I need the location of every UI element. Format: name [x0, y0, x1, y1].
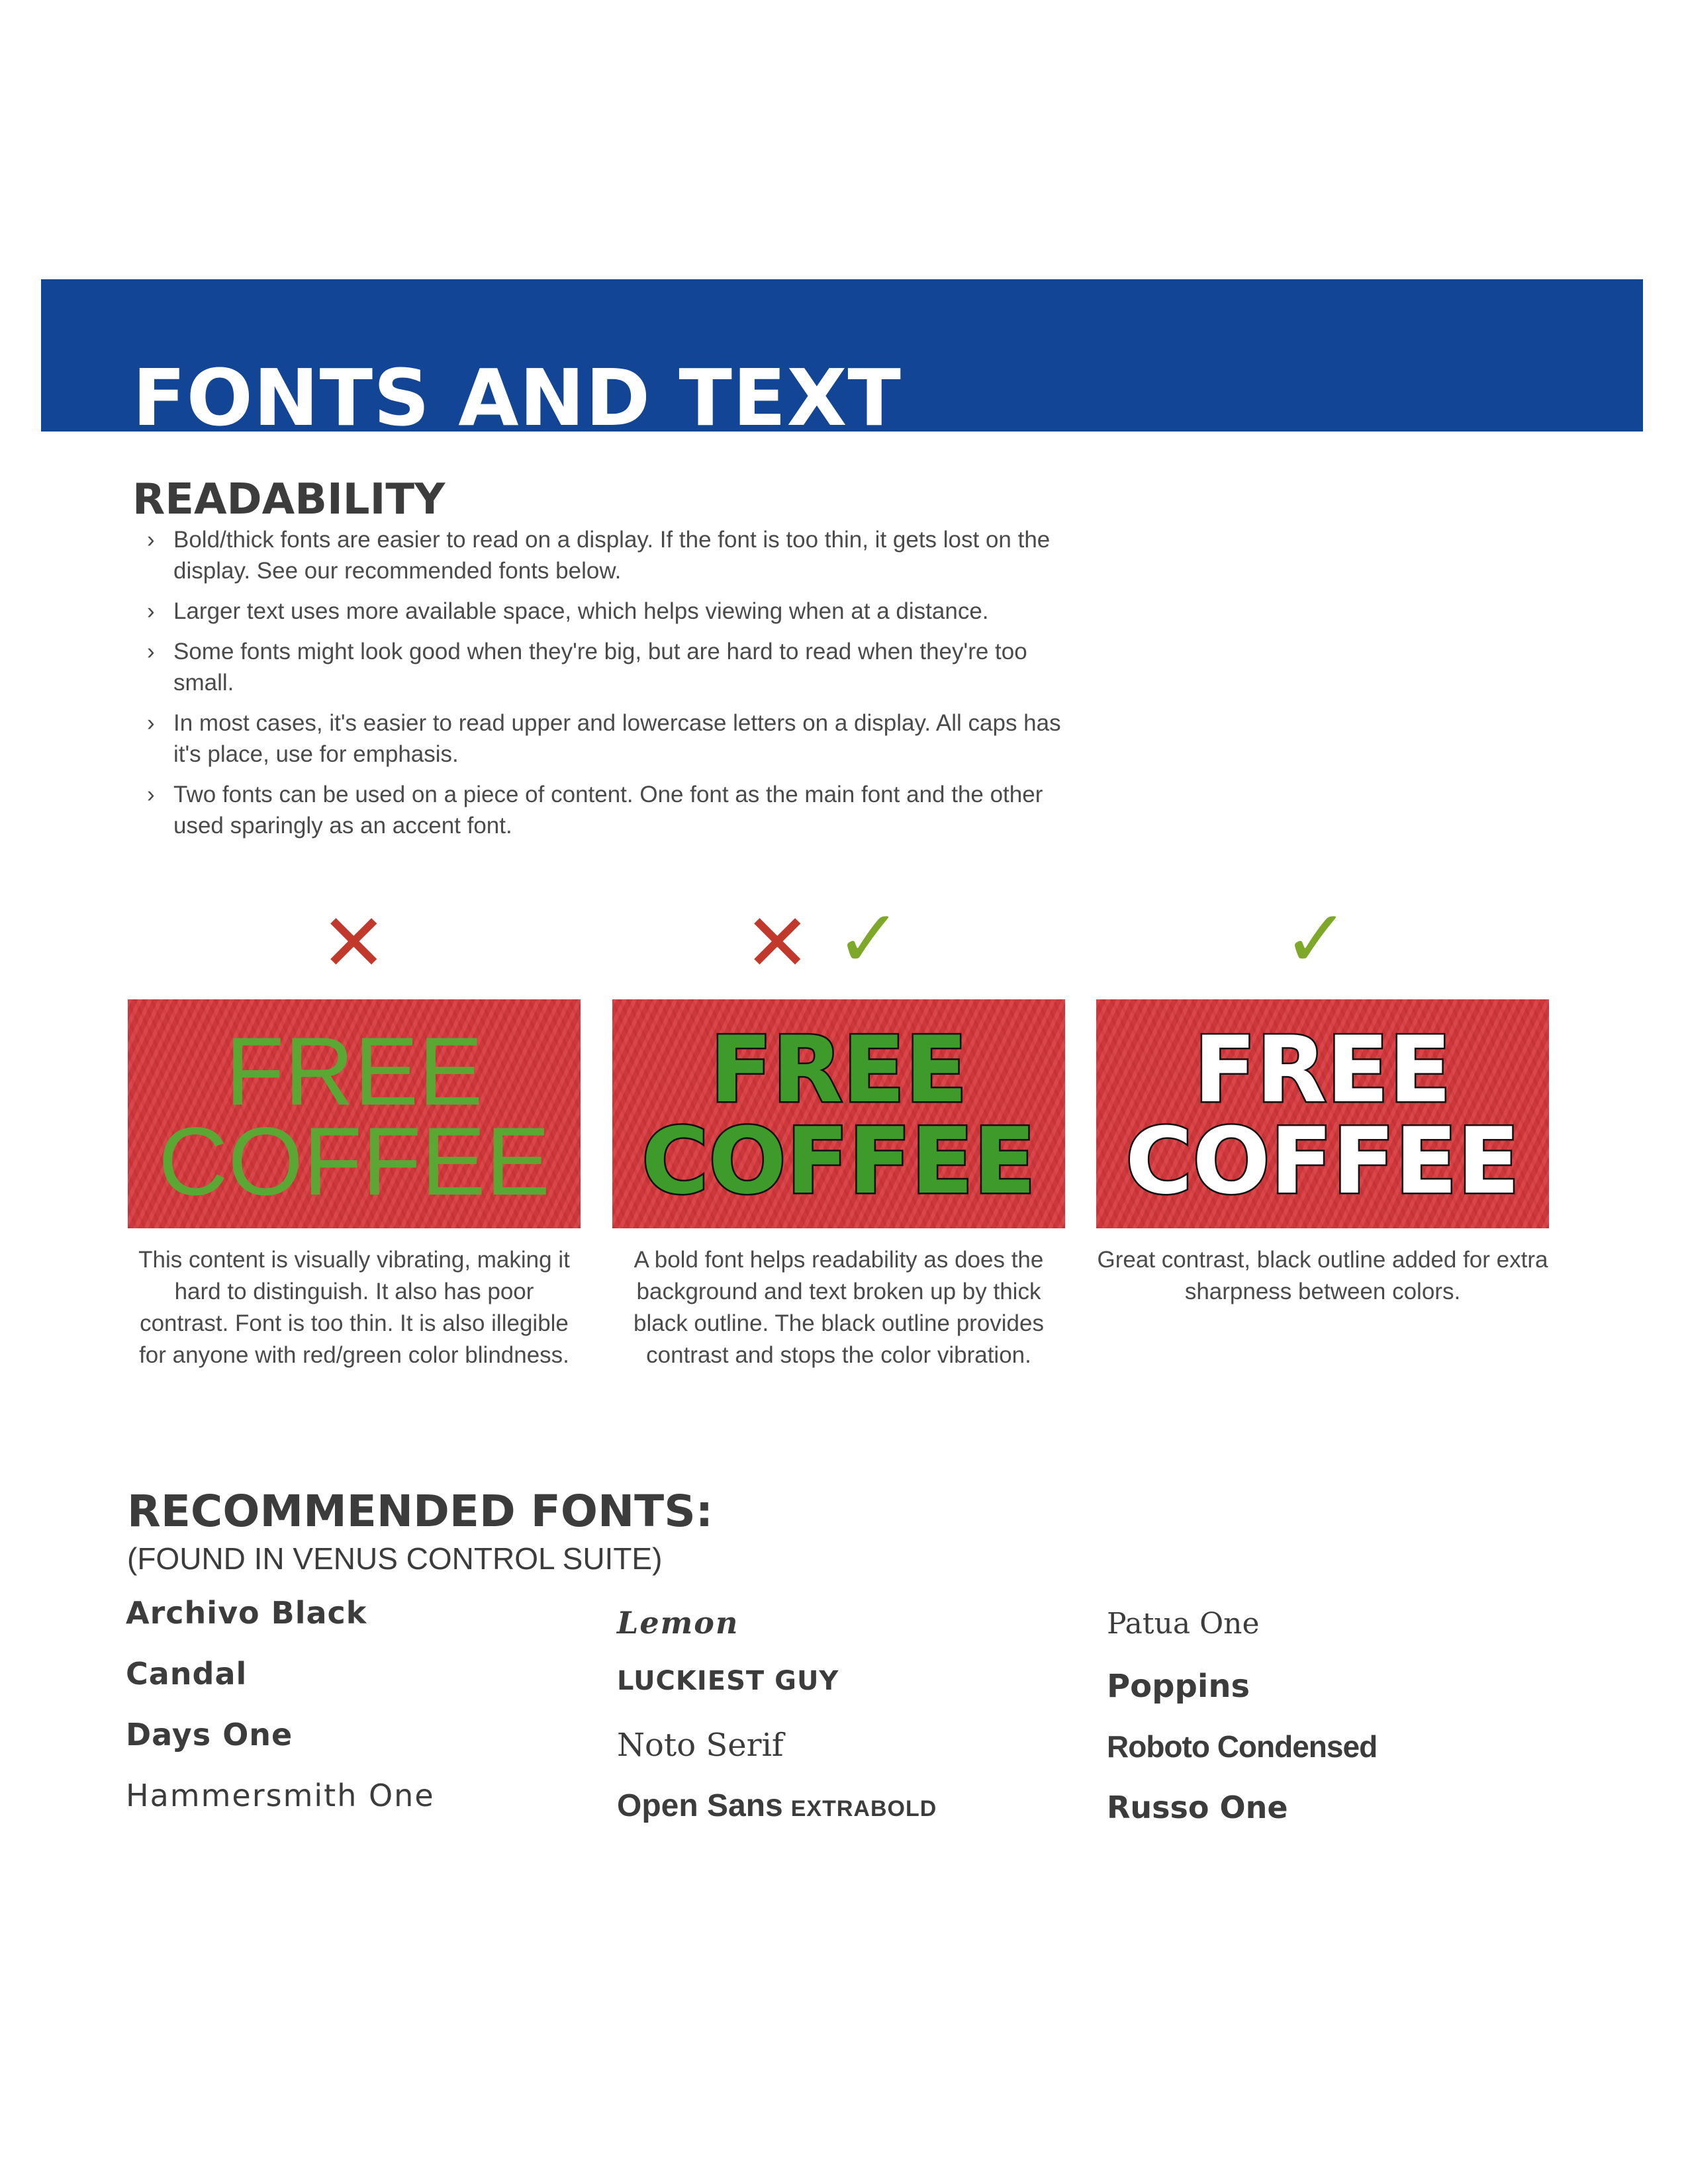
- example-caption: This content is visually vibrating, making it hard to distinguish. It also has poor contrast. Font is too thin. It is also illegible for anyone with red/green color blindness.: [138, 1247, 570, 1368]
- font-name: Days One: [126, 1717, 293, 1752]
- font-name: Hammersmith One: [126, 1778, 435, 1813]
- panel-line-2: COFFEE: [158, 1107, 551, 1215]
- example-panel-bold-green: [612, 999, 1065, 1228]
- font-column-2: [617, 1605, 937, 1848]
- font-name: Candal: [126, 1656, 248, 1692]
- chevron-right-icon: ›: [147, 639, 155, 664]
- panel-line-2: COFFEE: [641, 1108, 1036, 1214]
- recommended-fonts-subheading: (FOUND IN VENUS CONTROL SUITE): [127, 1541, 663, 1576]
- font-column-1: [126, 1595, 435, 1839]
- cross-icon: ✕: [744, 897, 811, 989]
- panel-line-1: FREE: [225, 1017, 483, 1125]
- example-panel-thin: [128, 999, 581, 1228]
- font-name: Archivo Black: [126, 1595, 367, 1631]
- list-item: [147, 636, 1087, 698]
- example-caption: Great contrast, black outline added for extra sharpness between colors.: [1097, 1247, 1548, 1304]
- panel-line-1: FREE: [1194, 1017, 1452, 1123]
- bullet-text: Larger text uses more available space, which helps viewing when at a distance.: [173, 598, 989, 624]
- example-caption: A bold font helps readability as does the background and text broken up by thick black outline. The black outline provides contrast and stops the color vibration.: [633, 1247, 1044, 1368]
- font-name: LUCKIEST GUY: [617, 1666, 839, 1696]
- list-item: [147, 596, 1087, 627]
- example-panel-bold-white: [1096, 999, 1549, 1228]
- chevron-right-icon: ›: [147, 782, 155, 807]
- chevron-right-icon: ›: [147, 598, 155, 624]
- cross-icon: ✕: [320, 897, 387, 989]
- bullet-text: Bold/thick fonts are easier to read on a display. If the font is too thin, it gets lost on the display. See our recommended fonts below.: [173, 527, 1051, 584]
- list-item: [147, 707, 1087, 770]
- check-icon: ✓: [835, 893, 902, 985]
- chevron-right-icon: ›: [147, 527, 155, 553]
- list-item: [147, 524, 1087, 586]
- readability-bullet-list: [147, 524, 1087, 850]
- readability-heading: READABILITY: [132, 475, 445, 524]
- font-name: Lemon: [617, 1605, 739, 1641]
- check-icon: ✓: [1283, 893, 1350, 985]
- chevron-right-icon: ›: [147, 710, 155, 736]
- font-name: Patua One: [1107, 1607, 1260, 1641]
- bullet-text: Two fonts can be used on a piece of content. One font as the main font and the other used sparingly as an accent font.: [173, 782, 1043, 839]
- font-name: Roboto Condensed: [1107, 1729, 1378, 1764]
- header-bar: [41, 279, 1643, 432]
- bullet-text: Some fonts might look good when they're big, but are hard to read when they're too small.: [173, 639, 1027, 696]
- font-name: Noto Serif: [617, 1727, 784, 1764]
- font-name: Poppins: [1107, 1668, 1250, 1705]
- font-column-3: [1107, 1607, 1377, 1850]
- bullet-text: In most cases, it's easier to read upper and lowercase letters on a display. All caps has it's place, use for emphasis.: [173, 710, 1061, 767]
- page-title: FONTS AND TEXT: [132, 352, 902, 432]
- panel-line-1: FREE: [710, 1017, 968, 1123]
- panel-line-2: COFFEE: [1125, 1108, 1520, 1214]
- font-weight-suffix: EXTRABOLD: [790, 1796, 937, 1821]
- font-name-item: [617, 1788, 937, 1848]
- font-name: Russo One: [1107, 1790, 1288, 1825]
- font-name: Open Sans: [617, 1788, 783, 1823]
- recommended-fonts-heading: RECOMMENDED FONTS:: [127, 1486, 714, 1537]
- list-item: [147, 779, 1087, 841]
